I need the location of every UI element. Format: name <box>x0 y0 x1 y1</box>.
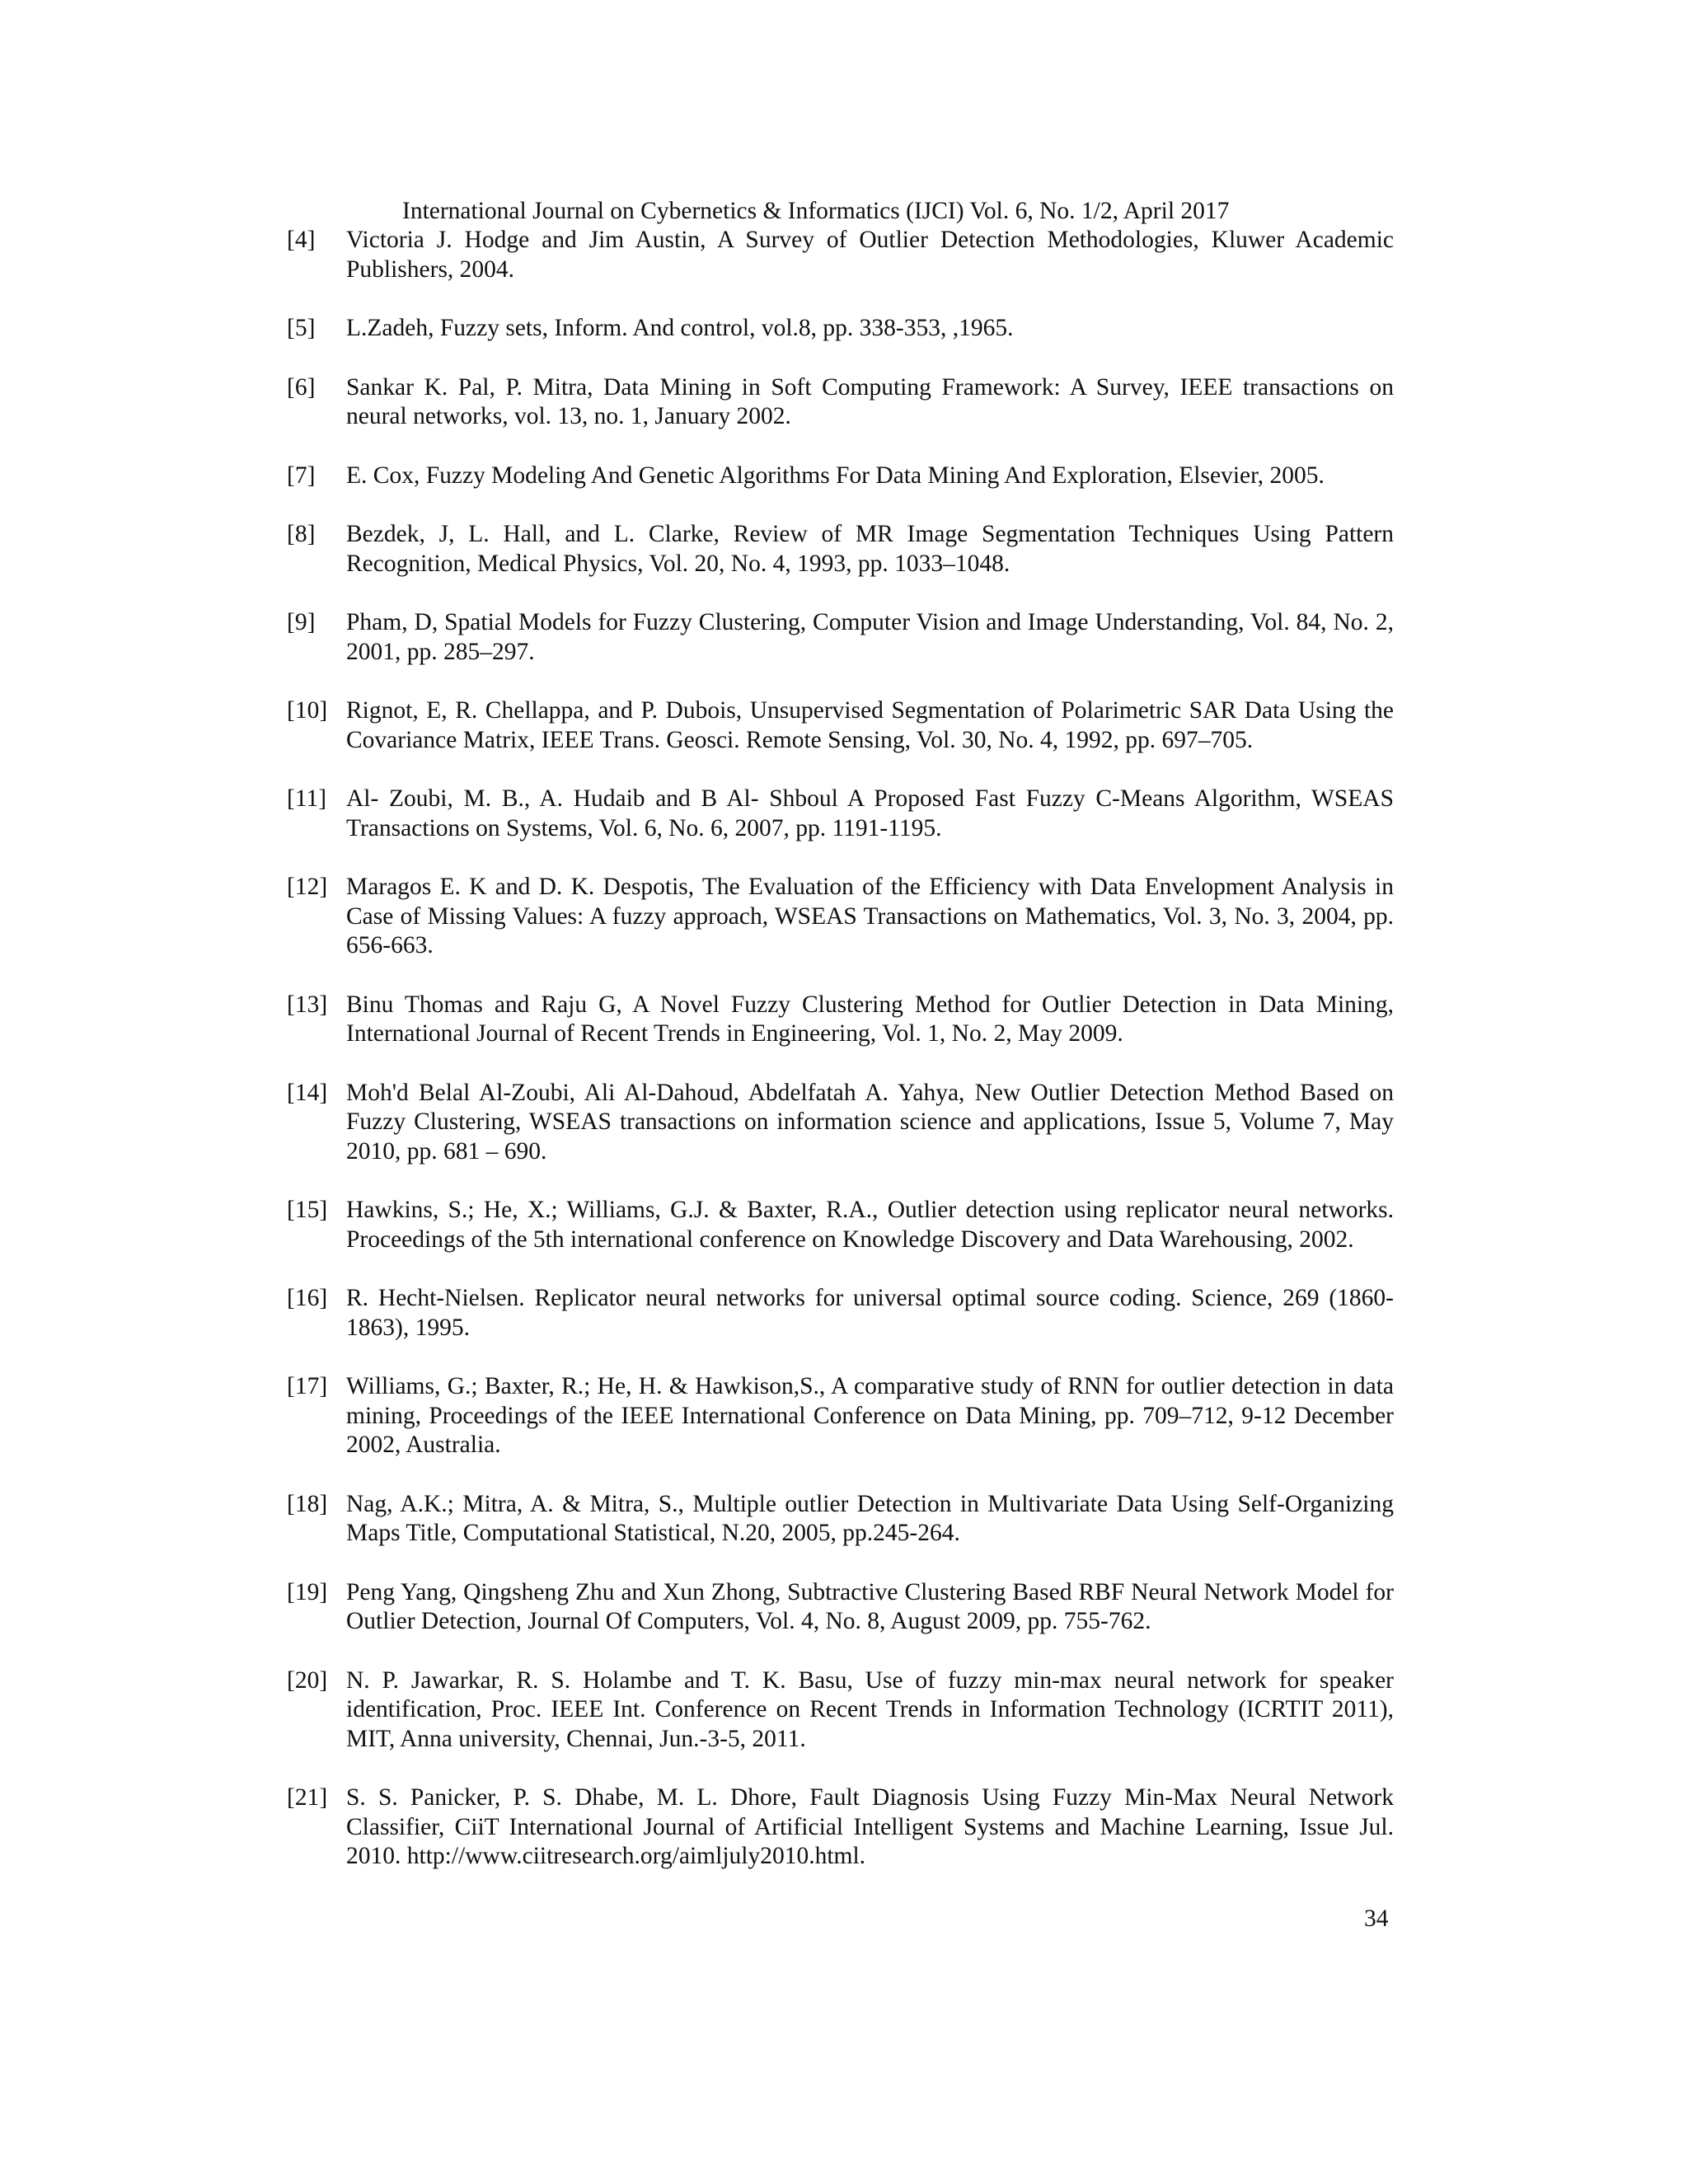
page-number: 34 <box>1364 1905 1389 1932</box>
reference-text: Binu Thomas and Raju G, A Novel Fuzzy Clustering Method for Outlier Detection in Data Mining, International Journal of Recent Trends in Engineering, Vol. 1, No. 2, May 2009. <box>346 991 1394 1047</box>
reference-item <box>287 1079 1394 1167</box>
reference-item <box>287 608 1394 667</box>
reference-number: [11] <box>287 785 327 812</box>
reference-item <box>287 1783 1394 1872</box>
reference-number: [10] <box>287 697 328 724</box>
reference-number: [16] <box>287 1285 328 1311</box>
reference-item <box>287 1196 1394 1254</box>
reference-item <box>287 520 1394 579</box>
reference-item <box>287 462 1394 491</box>
reference-item <box>287 1372 1394 1460</box>
reference-number: [14] <box>287 1079 328 1106</box>
reference-item <box>287 785 1394 843</box>
reference-item <box>287 1284 1394 1343</box>
reference-text: S. S. Panicker, P. S. Dhabe, M. L. Dhore, Fault Diagnosis Using Fuzzy Min-Max Neural Network Classifier, CiiT International Journal of Artificial Intelligent Systems and Machine Learning, Issue Jul. 2010. http://www.ciitresearch.org/aimljuly2010.html. <box>346 1784 1394 1869</box>
reference-item <box>287 1578 1394 1637</box>
reference-item <box>287 696 1394 755</box>
reference-item <box>287 991 1394 1049</box>
reference-number: [15] <box>287 1197 328 1223</box>
reference-text: Peng Yang, Qingsheng Zhu and Xun Zhong, Subtractive Clustering Based RBF Neural Network Model for Outlier Detection, Journal Of Computers, Vol. 4, No. 8, August 2009, pp. 755-762. <box>346 1578 1394 1634</box>
reference-item <box>287 873 1394 961</box>
reference-text: N. P. Jawarkar, R. S. Holambe and T. K. Basu, Use of fuzzy min-max neural network for speaker identification, Proc. IEEE Int. Conference on Recent Trends in Information Technology (ICRTIT 2011), MIT, Anna university, Chennai, Jun.-3-5, 2011. <box>346 1666 1394 1752</box>
reference-number: [9] <box>287 609 316 635</box>
reference-number: [4] <box>287 227 316 253</box>
reference-text: Pham, D, Spatial Models for Fuzzy Clustering, Computer Vision and Image Understanding, Vol. 84, No. 2, 2001, pp. 285–297. <box>346 609 1394 665</box>
reference-item <box>287 226 1394 284</box>
reference-number: [21] <box>287 1784 328 1811</box>
reference-text: Victoria J. Hodge and Jim Austin, A Survey of Outlier Detection Methodologies, Kluwer Academic Publishers, 2004. <box>346 227 1394 283</box>
reference-item <box>287 1666 1394 1755</box>
reference-text: Al- Zoubi, M. B., A. Hudaib and B Al- Shboul A Proposed Fast Fuzzy C-Means Algorithm, WSEAS Transactions on Systems, Vol. 6, No. 6, 2007, pp. 1191-1195. <box>346 785 1394 841</box>
reference-text: R. Hecht-Nielsen. Replicator neural networks for universal optimal source coding. Science, 269 (1860-1863), 1995. <box>346 1285 1394 1341</box>
reference-number: [12] <box>287 874 328 900</box>
reference-number: [6] <box>287 373 316 401</box>
reference-text: L.Zadeh, Fuzzy sets, Inform. And control, vol.8, pp. 338-353, ,1965. <box>346 315 1014 341</box>
reference-text: E. Cox, Fuzzy Modeling And Genetic Algorithms For Data Mining And Exploration, Elsevier, 2005. <box>346 462 1325 489</box>
reference-number: [18] <box>287 1490 328 1517</box>
reference-number: [17] <box>287 1373 328 1399</box>
reference-text: Williams, G.; Baxter, R.; He, H. & Hawkison,S., A comparative study of RNN for outlier detection in data mining, Proceedings of the IEEE International Conference on Data Mining, pp. 709–712, 9-12 December 2002, Australia. <box>346 1373 1394 1458</box>
reference-text: Nag, A.K.; Mitra, A. & Mitra, S., Multiple outlier Detection in Multivariate Data Using Self-Organizing Maps Title, Computational Statistical, N.20, 2005, pp.245-264. <box>346 1490 1394 1546</box>
reference-text: Hawkins, S.; He, X.; Williams, G.J. & Baxter, R.A., Outlier detection using replicator neural networks. Proceedings of the 5th international conference on Knowledge Discovery and Data Warehousing, 2002. <box>346 1197 1394 1253</box>
reference-item <box>287 314 1394 344</box>
reference-text: Bezdek, J, L. Hall, and L. Clarke, Review of MR Image Segmentation Techniques Using Pattern Recognition, Medical Physics, Vol. 20, No. 4, 1993, pp. 1033–1048. <box>346 521 1394 577</box>
reference-number: [13] <box>287 991 328 1018</box>
running-header: International Journal on Cybernetics & Informatics (IJCI) Vol. 6, No. 1/2, April 2017 <box>402 198 1230 224</box>
reference-item <box>287 1490 1394 1549</box>
reference-text: Moh'd Belal Al-Zoubi, Ali Al-Dahoud, Abdelfatah A. Yahya, New Outlier Detection Method Based on Fuzzy Clustering, WSEAS transactions on information science and applications, Issue 5, Volume 7, May 2010, pp. 681 – 690. <box>346 1079 1394 1165</box>
reference-number: [8] <box>287 521 316 547</box>
reference-item <box>287 373 1394 432</box>
reference-text: Rignot, E, R. Chellappa, and P. Dubois, Unsupervised Segmentation of Polarimetric SAR Data Using the Covariance Matrix, IEEE Trans. Geosci. Remote Sensing, Vol. 30, No. 4, 1992, pp. 697–705. <box>346 697 1394 753</box>
reference-number: [19] <box>287 1578 328 1605</box>
reference-text: Sankar K. Pal, P. Mitra, Data Mining in Soft Computing Framework: A Survey, IEEE transactions on neural networks, vol. 13, no. 1, January 2002. <box>346 373 1394 429</box>
reference-number: [7] <box>287 462 316 489</box>
reference-text: Maragos E. K and D. K. Despotis, The Evaluation of the Efficiency with Data Envelopment Analysis in Case of Missing Values: A fuzzy approach, WSEAS Transactions on Mathematics, Vol. 3, No. 3, 2004, pp. 656-663. <box>346 874 1394 958</box>
reference-number: [5] <box>287 315 316 341</box>
reference-number: [20] <box>287 1666 328 1694</box>
reference-list <box>287 226 1394 1901</box>
